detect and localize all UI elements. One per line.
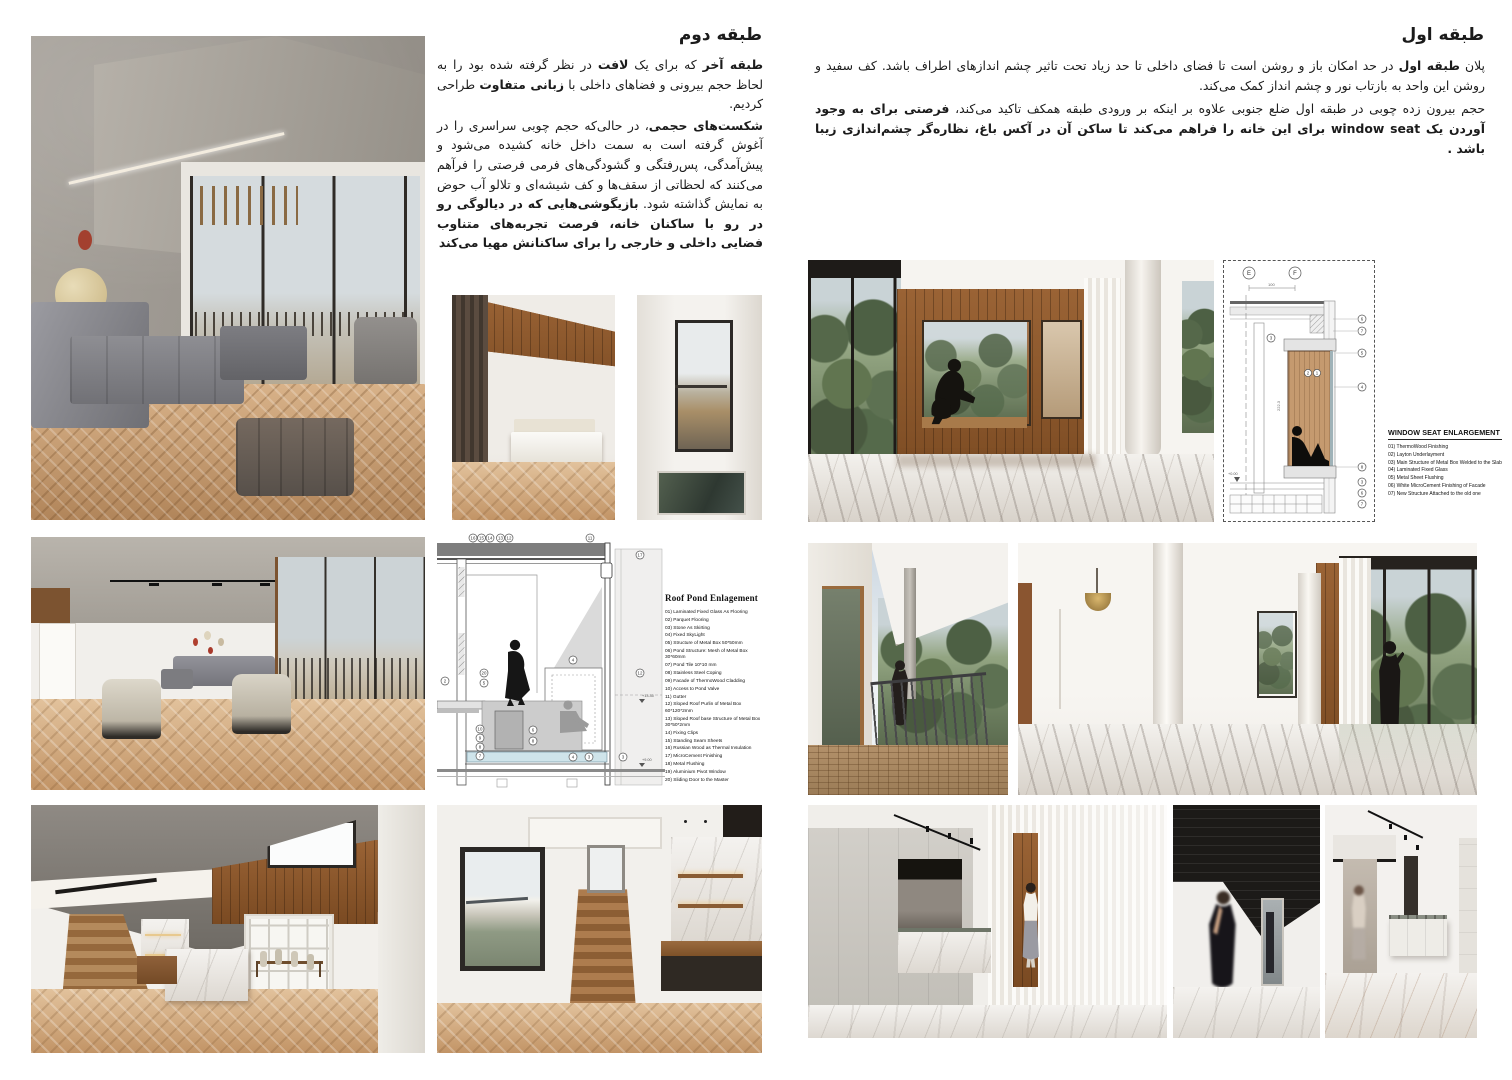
track-spot [948, 833, 951, 839]
roof-pond-list-item: 04) Fixed SkyLight [665, 633, 705, 639]
back-window-frame [1257, 611, 1298, 698]
roof-pond-list-item: 18) Metal Flushing [665, 762, 705, 768]
window-seat-list-item: 02) Layton Underlayment [1388, 451, 1445, 458]
svg-text:222.3: 222.3 [1276, 400, 1281, 411]
svg-text:6: 6 [1360, 316, 1364, 322]
spot-light [684, 820, 687, 823]
roof-pond-list-item: 14) Fixing Clips [665, 730, 699, 736]
glass-door [822, 586, 864, 745]
niche-opening [1041, 320, 1082, 418]
wood-counter [661, 941, 762, 956]
tall-cabinets [1459, 838, 1477, 978]
svg-text:6: 6 [531, 727, 535, 733]
standing-figure-silhouette [505, 640, 530, 706]
track-spot [1416, 845, 1419, 850]
svg-text:12: 12 [637, 670, 643, 676]
text-segment: حجم بیرون زده چوبی در طبقه اول ضلع جنوبی علاوه بر اینکه بر ورودی طبقه همکف تاکید می‌کند، [949, 100, 1486, 116]
svg-text:5: 5 [482, 680, 486, 686]
text-segment: طبقه اول [1398, 58, 1460, 73]
track-spot [260, 583, 270, 586]
dining-chair [260, 951, 267, 967]
herringbone-floor [437, 1003, 762, 1053]
dark-mirror-panel [723, 805, 762, 837]
roof-pond-list-item: 03) Stone As Skirting [665, 625, 710, 631]
photo-kitchen-far [1325, 805, 1477, 1038]
svg-text:4: 4 [571, 657, 575, 663]
facade-grid [1230, 495, 1322, 513]
svg-text:3: 3 [587, 754, 591, 760]
svg-text:4: 4 [1360, 384, 1364, 390]
photo-hall-columns [1018, 543, 1477, 795]
photo-living-room-armchairs [31, 537, 425, 790]
svg-text:3: 3 [621, 754, 625, 760]
roof-pond-list [665, 610, 762, 784]
svg-text:14: 14 [487, 535, 493, 541]
sofa-chaise [220, 326, 307, 379]
bed [511, 432, 602, 461]
spot-light [704, 820, 707, 823]
wall-plate [78, 230, 92, 250]
svg-text:8: 8 [478, 744, 482, 750]
text-segment: ، در حالی‌که حجم چوبی سراسری را در آغوش گرفته است به سمت داخل خانه کشیده می‌شود و پیش‌آمدگی، پس‌رفتگی و گشودگی‌های فرمی فرصتی را فرآهم می‌کنند که لحظاتی از سقف‌ها و کف شیشه‌ای و تلالو آب حوض به نمایش گذاشته شود. [437, 117, 763, 212]
first-floor-paragraph [815, 56, 1485, 97]
roof-pond-list-item: 15) Standing Seam Sheets [665, 738, 723, 744]
mirror-reflection [1266, 912, 1275, 973]
svg-text:11: 11 [587, 535, 593, 541]
photo-balcony [808, 543, 1008, 795]
photo-staircase [437, 805, 762, 1053]
blurred-woman-silhouette [1205, 880, 1242, 1001]
text-segment: بازیگوشی‌هایی که در دیالوگی رو در رو با ساکنان خانه، فرصت تجربه‌های متناوب فضایی داخلی و خارجی را برای ساکنانش مهیا می‌کند [437, 196, 763, 251]
roof-pond-list-item: 09) Facade of ThermoWood Cladding [665, 678, 746, 684]
track-spot [149, 583, 159, 586]
herringbone-floor [452, 462, 615, 521]
svg-text:6: 6 [1360, 490, 1364, 496]
photo-window-seat [808, 260, 1214, 522]
dining-chair [307, 954, 314, 970]
white-column [378, 805, 425, 1053]
dining-chair [291, 951, 298, 967]
armchair-cream [102, 679, 161, 740]
window-seat-list [1388, 444, 1502, 497]
photo-kitchen-dining [31, 805, 425, 1053]
herringbone-floor [31, 699, 425, 790]
text-segment: زبانی متفاوت [479, 76, 565, 92]
roof-pond-title: Roof Pond Enlagement [665, 593, 759, 603]
leather-ottoman [236, 418, 354, 495]
text-segment: فرصتی برای به وجود آوردن یک window seat برای این خانه را فراهم می‌کند تا ساکن آن در آکس باغ، نظاره‌گر چشم‌اندازی زیبا باشد . [815, 100, 1485, 157]
wood-table-extension [137, 956, 176, 983]
second-floor-paragraph [437, 55, 763, 114]
pouf [161, 669, 193, 689]
roof-pond-list-item: 20) Sliding Door to the Master [665, 777, 729, 783]
photo-living-room-sofa [31, 36, 425, 520]
first-floor-text [815, 56, 1485, 162]
svg-text:15: 15 [479, 535, 484, 541]
text-segment: در نظر گرفته شده بود را به لحاظ حجم بیرونی و فضاهای داخلی با [437, 57, 763, 92]
first-floor-paragraph [815, 99, 1485, 160]
svg-text:10: 10 [477, 726, 483, 732]
svg-text:5: 5 [1360, 350, 1364, 356]
roof-pond-list-item: 10) Access to Pond Valve [665, 686, 720, 692]
second-floor-paragraph [437, 116, 763, 253]
window-seat-section [1224, 261, 1374, 521]
window-seat-legend [1388, 428, 1502, 498]
marble-floor [808, 1005, 1167, 1038]
track-spot [1404, 835, 1407, 840]
sofa-seat [70, 336, 243, 404]
roof-pond-list-item: 07) Pond Tile 10*10 mm [665, 663, 717, 669]
photo-kitchen-curtains [808, 805, 1167, 1038]
svg-text:100: 100 [1268, 282, 1275, 287]
window-seat-list-item: 03) Main Structure of Metal Box Welded to the Slab [1388, 459, 1502, 466]
blurred-figure-silhouette [1349, 875, 1369, 973]
roof-pond-list-item: 01) Laminated Fixed Glass As Flooring [665, 610, 748, 615]
svg-text:13: 13 [498, 535, 503, 541]
table-leg [256, 961, 258, 977]
second-floor-text [437, 55, 763, 255]
track-spot [1389, 824, 1392, 829]
track-spot [212, 583, 222, 586]
wood-shelf [678, 904, 743, 908]
brick-paving [808, 745, 1008, 795]
right-callouts [1333, 315, 1366, 508]
track-light [110, 580, 283, 582]
window-seat-list-item: 01) ThermoWood Finishing [1388, 444, 1449, 450]
photo-bedroom [452, 295, 615, 520]
roof-pond-list-item: 02) Parquet Flooring [665, 617, 709, 623]
island-base [1389, 919, 1447, 956]
sitting-woman-silhouette [926, 354, 983, 430]
svg-text:7: 7 [478, 753, 482, 759]
window-seat-list-item: 07) New Structure Attached to the old one [1388, 490, 1481, 497]
svg-text:9: 9 [478, 735, 482, 741]
photo-mirror-hall [1173, 805, 1320, 1038]
wood-shelf [678, 874, 743, 878]
roof-pond-list-item: 17) MicroCement Finishing [665, 754, 723, 760]
svg-text:7: 7 [1360, 501, 1364, 507]
marble-floor [1173, 987, 1320, 1038]
marble-island [165, 949, 248, 1001]
armchair-cream [232, 674, 291, 735]
dining-chair [275, 949, 282, 965]
roof-pond-list-item: 19) Aluminium Pivot Window [665, 769, 726, 775]
door-edge [1059, 609, 1061, 710]
svg-text:1: 1 [1315, 370, 1319, 376]
window-seat-list-item: 05) Metal Sheet Flushing [1388, 475, 1444, 482]
roof-pond-drawing [437, 533, 762, 795]
woman-silhouette [1020, 868, 1042, 985]
island-stone-top [1389, 915, 1447, 919]
french-doors [244, 914, 335, 1000]
pergola-wood [200, 186, 298, 225]
roof-pond-list-item: 06) Pond Structure: Mesh of Metal Box 30*60mm [665, 649, 748, 661]
track-spot [970, 838, 973, 844]
island-base [898, 928, 991, 972]
text-segment: که برای یک [628, 57, 703, 72]
armchair [354, 317, 417, 385]
table-leg [319, 961, 321, 977]
svg-text:17: 17 [637, 552, 643, 558]
svg-text:+9.00: +9.00 [642, 758, 652, 762]
curtain [452, 295, 488, 489]
svg-text:8: 8 [531, 738, 535, 744]
floor-reflection [897, 454, 1096, 467]
first-floor-title: طبقه اول [1401, 25, 1484, 45]
svg-text:16: 16 [470, 535, 476, 541]
oven-column [1404, 856, 1418, 921]
window-seat-title: WINDOW SEAT ENLARGEMENT [1388, 428, 1502, 440]
track-spot [926, 826, 929, 832]
shelf-light [145, 934, 180, 936]
wood-cabinet [31, 588, 70, 623]
stair-window [587, 845, 626, 893]
roof-pond-list-item: 16) Russian Wood as Thermal Insulation [665, 746, 752, 752]
svg-text:4: 4 [571, 754, 575, 760]
text-segment: در حد امکان باز و روشن است تا فضای داخلی تا حد زیاد تحت تاثیر چشم اندازهای اطراف باشد. کف سفید و روشن این واحد به بازتاب نور و چشم انداز کمک می‌کند. [815, 58, 1485, 94]
svg-text:3: 3 [1360, 479, 1364, 485]
svg-text:E: E [1246, 271, 1252, 277]
text-segment: طراحی کردیم. [437, 76, 763, 112]
svg-text:8: 8 [1360, 464, 1364, 470]
door-opening [39, 623, 76, 701]
roof-pond-section [437, 533, 665, 795]
text-segment: لافت [597, 57, 629, 72]
svg-text:+0.00: +0.00 [1228, 472, 1238, 476]
wood-sliver [1018, 583, 1032, 729]
sheer-curtain [1084, 278, 1121, 456]
marble-floor [1325, 973, 1477, 1038]
roof-pond-list-item: 12) Sloped Roof Purlin of Metal Box 60*120*2mm [665, 702, 742, 714]
window-seat-list-item: 06) White MicroCement Finishing of Facade [1388, 482, 1486, 489]
roof-pond-legend [665, 533, 762, 795]
window-seat-drawing [1223, 260, 1375, 522]
round-column [1125, 260, 1162, 457]
window-seat-list-item: 04) Laminated Fixed Glass [1388, 467, 1448, 474]
glass-floor [657, 471, 746, 516]
floor-reflection [1339, 724, 1477, 795]
svg-text:2: 2 [443, 678, 447, 684]
text-segment: شکست‌های حجمی [648, 117, 763, 133]
island-stone-top [898, 928, 991, 932]
photo-corridor-glass-floor [637, 295, 762, 520]
window-mullion [675, 385, 728, 388]
glass-frames [808, 260, 901, 485]
roof-pond-list-item: 05) Structure of Metal Box 50*50mm [665, 641, 743, 647]
svg-text:12: 12 [506, 535, 512, 541]
window-left [460, 847, 545, 971]
svg-text:F: F [1293, 271, 1297, 277]
chandelier-rod [1096, 568, 1098, 596]
roof-pond-list-item: 08) Stainless Steel Coping [665, 671, 722, 677]
marble-wall [671, 837, 762, 941]
svg-text:2: 2 [1306, 370, 1310, 376]
svg-text:3: 3 [1269, 335, 1273, 341]
second-floor-title: طبقه دوم [678, 25, 762, 45]
base-cabinets [661, 956, 762, 991]
svg-text:7: 7 [1360, 328, 1364, 334]
svg-text:+13.35: +13.35 [642, 694, 654, 698]
cooking-niche [898, 859, 963, 929]
text-segment: طبقه آخر [702, 57, 764, 72]
side-window-trees [1182, 281, 1214, 433]
roof-pond-list-item: 13) Sloped Roof base Structure of Metal Box 30*50*2mm [665, 716, 761, 729]
svg-text:20: 20 [481, 670, 487, 676]
wall-plate [193, 638, 198, 646]
text-segment: پلان [1459, 58, 1485, 73]
roof-pond-list-item: 11) Gutter [665, 694, 687, 700]
